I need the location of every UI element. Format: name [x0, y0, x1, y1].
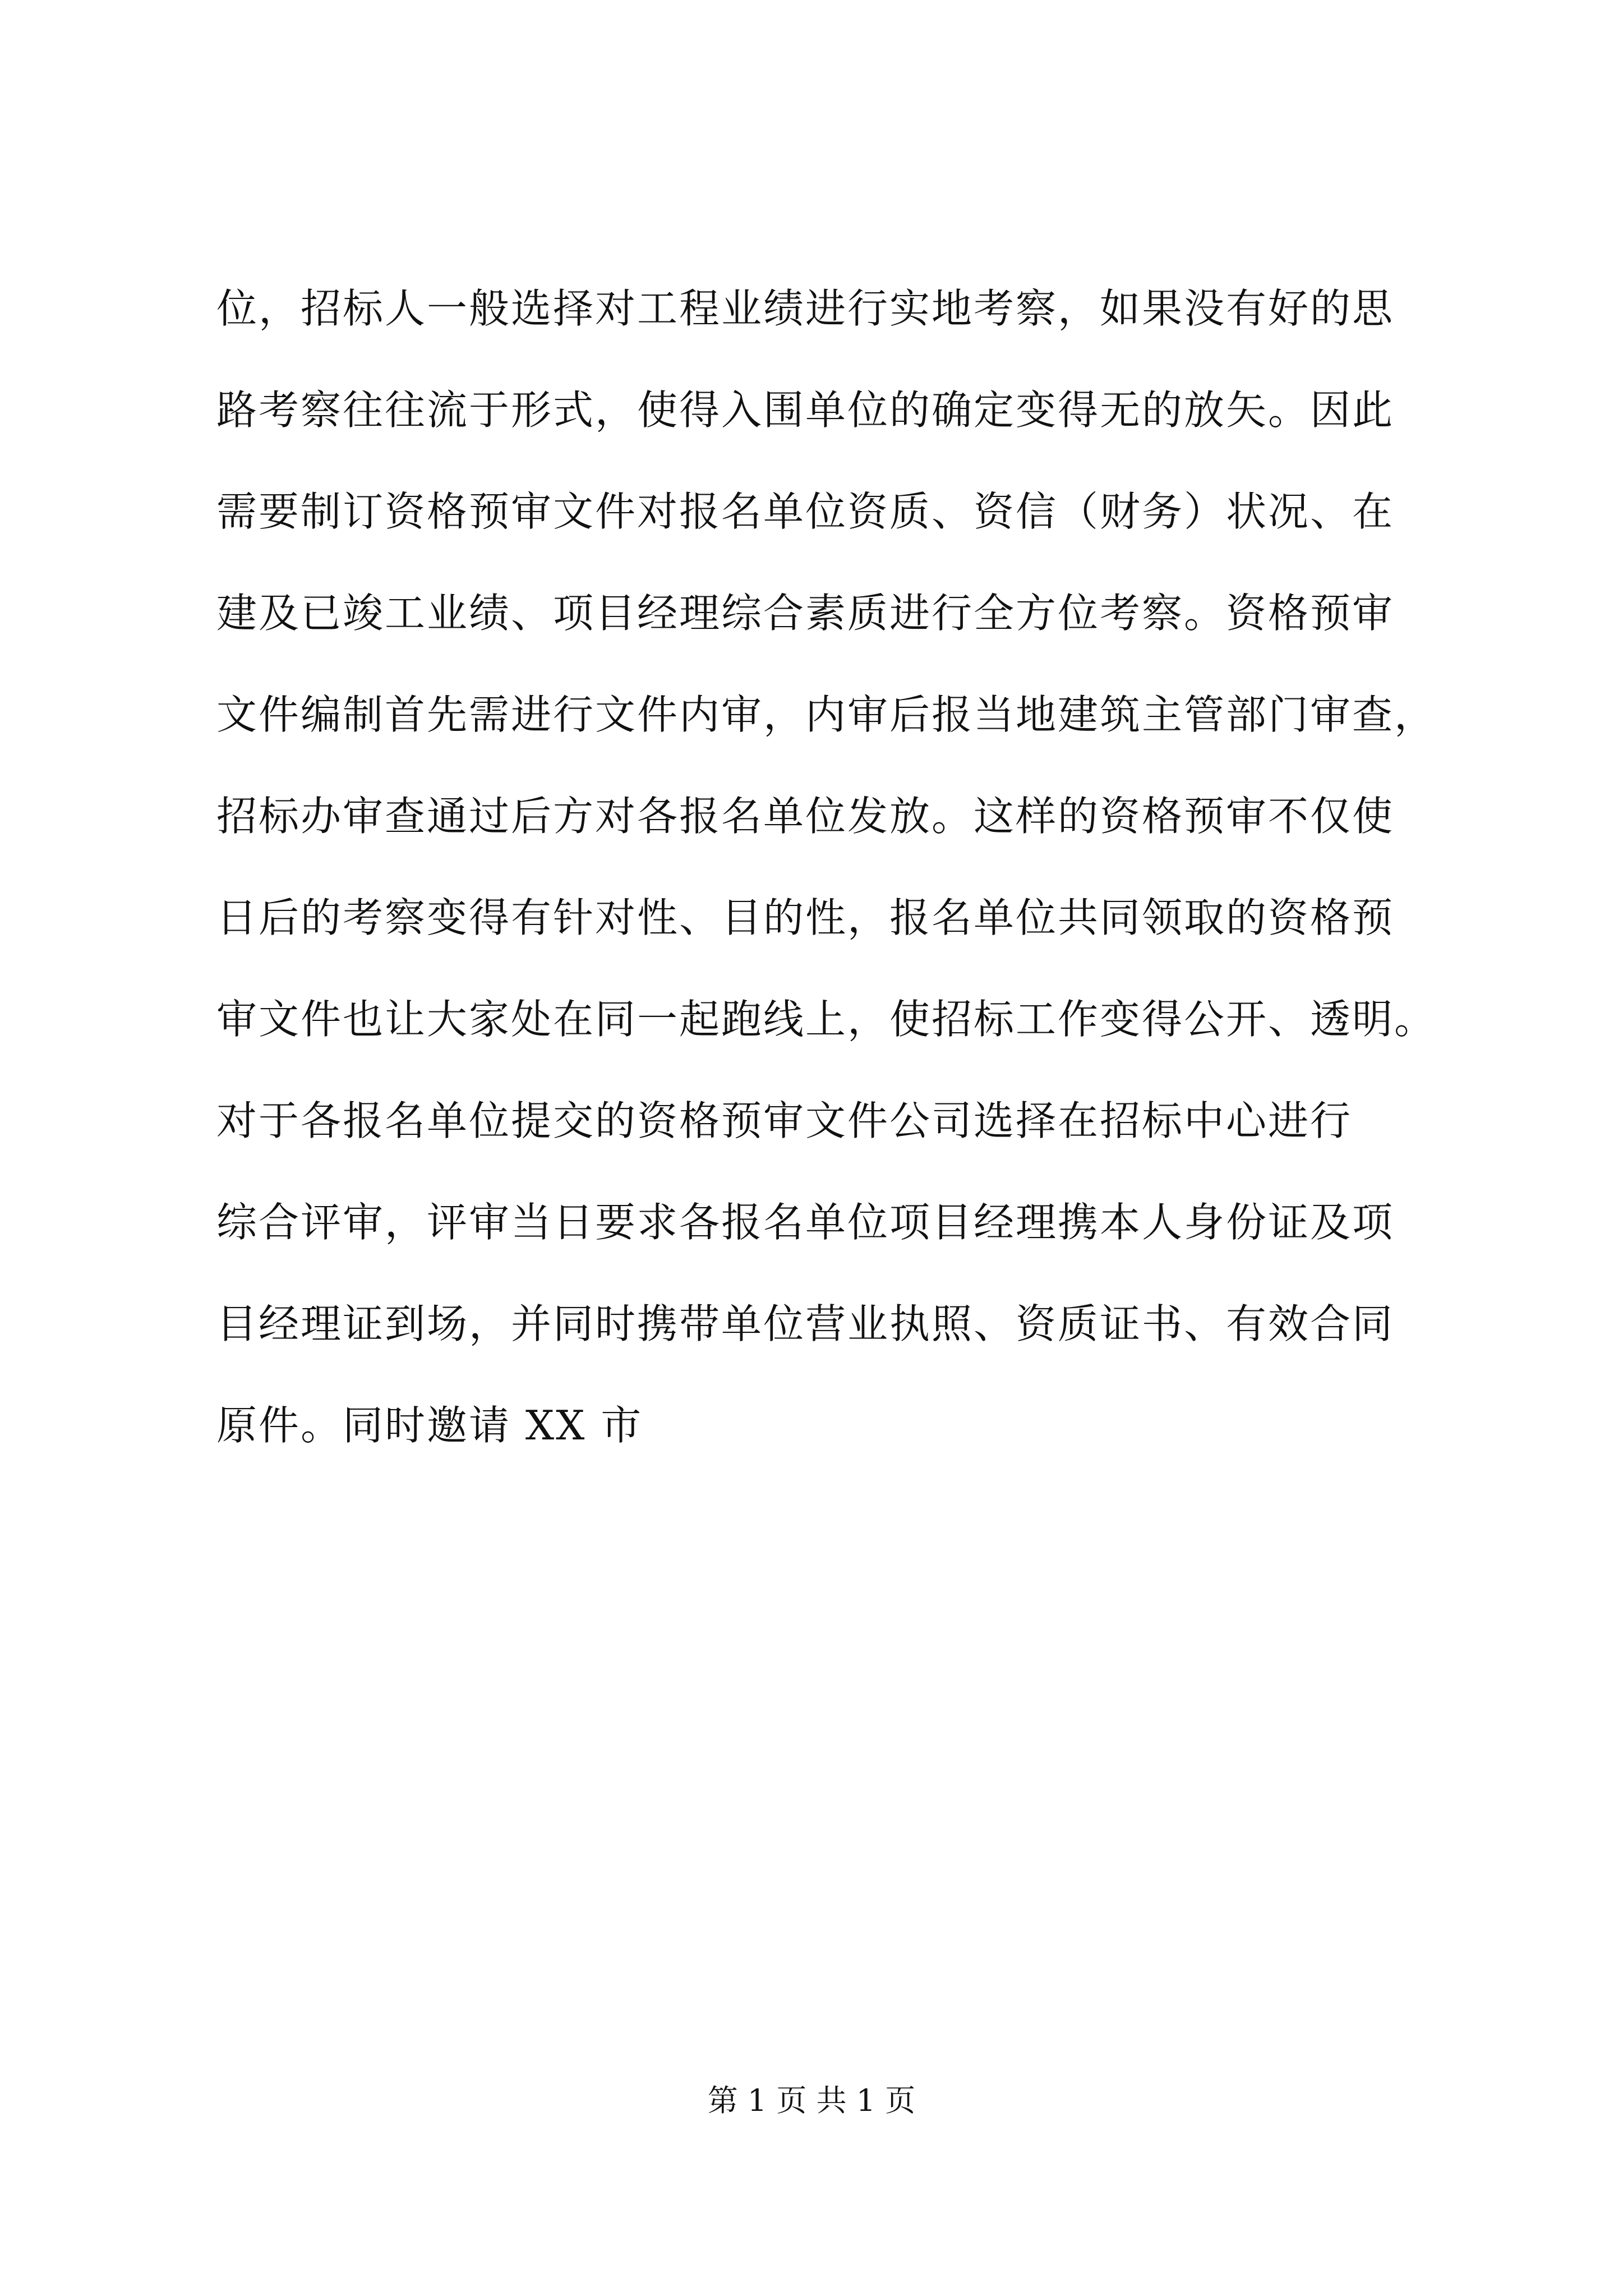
text-line: 需要制订资格预审文件对报名单位资质、资信（财务）状况、在 — [216, 488, 1395, 535]
page-footer — [0, 2078, 1623, 2123]
page-number-label: 第 1 页 共 1 页 — [707, 2083, 916, 2118]
text-line: 审文件也让大家处在同一起跑线上，使招标工作变得公开、透明。 — [216, 996, 1437, 1043]
text-line: 原件。同时邀请 XX 市 — [216, 1402, 643, 1449]
body-text — [216, 258, 1437, 1476]
text-line: 路考察往往流于形式，使得入围单位的确定变得无的放矢。因此 — [216, 386, 1395, 434]
text-line: 建及已竣工业绩、项目经理综合素质进行全方位考察。资格预审 — [216, 590, 1395, 637]
text-line: 日后的考察变得有针对性、目的性，报名单位共同领取的资格预 — [216, 894, 1395, 941]
text-line: 文件编制首先需进行文件内审，内审后报当地建筑主管部门审查， — [216, 691, 1437, 738]
text-line: 招标办审查通过后方对各报名单位发放。这样的资格预审不仅使 — [216, 793, 1395, 840]
text-line: 位，招标人一般选择对工程业绩进行实地考察，如果没有好的思 — [216, 285, 1395, 332]
text-line: 综合评审，评审当日要求各报名单位项目经理携本人身份证及项 — [216, 1199, 1395, 1246]
text-line: 对于各报名单位提交的资格预审文件公司选择在招标中心进行 — [216, 1097, 1353, 1144]
text-line: 目经理证到场，并同时携带单位营业执照、资质证书、有效合同 — [216, 1300, 1395, 1347]
